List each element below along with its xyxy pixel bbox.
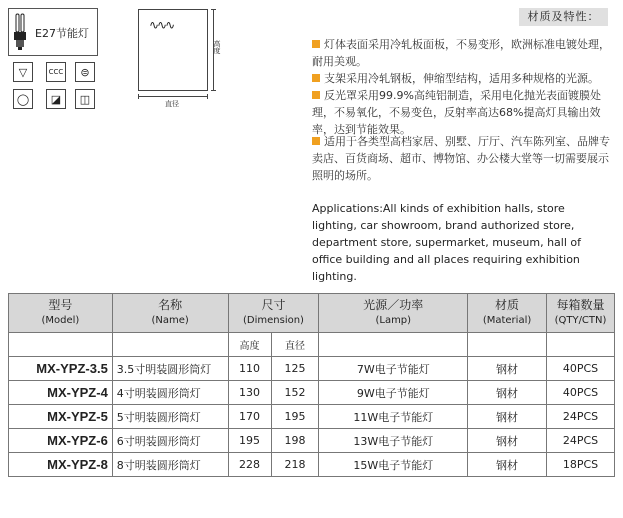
cell-material: 钢材 — [468, 357, 547, 381]
lamp-type-box — [8, 8, 98, 56]
table-header-row — [9, 294, 615, 333]
features-heading: 材质及特性： — [519, 8, 608, 26]
subheader-height: 高度 — [228, 333, 271, 357]
table-row — [9, 429, 615, 453]
product-spec-table — [8, 293, 615, 477]
cell-model: MX-YPZ-4 — [9, 381, 113, 405]
cell-lamp: 13W电子节能灯 — [319, 429, 468, 453]
cell-height: 110 — [228, 357, 271, 381]
header-lamp: 光源／功率 (Lamp) — [319, 294, 468, 333]
bullet-icon — [312, 74, 320, 82]
ccc-mark-icon: CCC — [46, 62, 66, 82]
ground-mark-icon: ⊜ — [75, 62, 95, 82]
cell-model: MX-YPZ-5 — [9, 405, 113, 429]
cell-height: 130 — [228, 381, 271, 405]
subheader-diameter: 直径 — [271, 333, 319, 357]
width-label: 直径 — [165, 100, 179, 108]
dimension-drawing — [138, 9, 208, 91]
cell-height: 170 — [228, 405, 271, 429]
dim-tick — [138, 94, 139, 99]
cell-name: 3.5寸明装圆形筒灯 — [112, 357, 228, 381]
cell-lamp: 9W电子节能灯 — [319, 381, 468, 405]
table-row — [9, 405, 615, 429]
cell-lamp: 15W电子节能灯 — [319, 453, 468, 477]
cell-name: 8寸明装圆形筒灯 — [112, 453, 228, 477]
bullet-icon — [312, 40, 320, 48]
cell-qty: 40PCS — [547, 357, 615, 381]
indoor-mark-icon: ◪ — [46, 89, 66, 109]
header-qty: 每箱数量 (QTY/CTN) — [547, 294, 615, 333]
cell-diameter: 195 — [271, 405, 319, 429]
cell-diameter: 125 — [271, 357, 319, 381]
header-dimension: 尺寸 (Dimension) — [228, 294, 319, 333]
cell-model: MX-YPZ-3.5 — [9, 357, 113, 381]
feature-item: 适用于各类型高档家居、别墅、厅厅、汽车陈列室、品牌专卖店、百货商场、超市、博物馆、办公楼大堂等一切需要展示照明的场所。 — [312, 135, 610, 182]
cell-material: 钢材 — [468, 405, 547, 429]
lamp-type-label: E27节能灯 — [35, 27, 89, 40]
cell-qty: 24PCS — [547, 405, 615, 429]
cell-diameter: 152 — [271, 381, 319, 405]
table-row — [9, 381, 615, 405]
feature-item: 灯体表面采用冷轧板面板，不易变形，欧洲标准电镀处理，耐用美观。 — [312, 38, 610, 68]
cell-material: 钢材 — [468, 381, 547, 405]
bullet-icon — [312, 91, 320, 99]
cell-diameter: 218 — [271, 453, 319, 477]
header-material: 材质 (Material) — [468, 294, 547, 333]
cell-height: 195 — [228, 429, 271, 453]
table-row — [9, 357, 615, 381]
cell-diameter: 198 — [271, 429, 319, 453]
cell-name: 6寸明装圆形筒灯 — [112, 429, 228, 453]
dim-tick — [211, 90, 216, 91]
cfl-bulb-icon — [13, 13, 27, 51]
wave-logo-icon: ∿∿∿ — [149, 18, 174, 32]
cell-lamp: 11W电子节能灯 — [319, 405, 468, 429]
header-name: 名称 (Name) — [112, 294, 228, 333]
feature-item: 支架采用冷轧钢板，伸缩型结构，适用多种规格的光源。 — [312, 70, 612, 87]
safety-mark-icon: ▽ — [13, 62, 33, 82]
round-mark-icon: ◯ — [13, 89, 33, 109]
table-subheader-row — [9, 333, 615, 357]
cell-material: 钢材 — [468, 429, 547, 453]
table-row — [9, 453, 615, 477]
cell-qty: 24PCS — [547, 429, 615, 453]
feature-item: 反光罩采用99.9%高纯铝制造，采用电化抛光表面镀膜处理，不易氧化，不易变色，反射率高达68%提高灯具输出效率，达到节能效果。 — [312, 89, 601, 136]
cell-height: 228 — [228, 453, 271, 477]
height-label: 高度 — [213, 40, 221, 54]
cell-model: MX-YPZ-6 — [9, 429, 113, 453]
cell-name: 5寸明装圆形筒灯 — [112, 405, 228, 429]
cell-qty: 40PCS — [547, 381, 615, 405]
width-dimension-line — [138, 96, 208, 97]
header-model: 型号 (Model) — [9, 294, 113, 333]
class-mark-icon: ◫ — [75, 89, 95, 109]
applications-text: Applications:All kinds of exhibition halls, store lighting, car showroom, brand authorized store, department store, supermarket, museum, hall of office building and all places requiring exhibition lighting. — [312, 202, 581, 283]
dim-tick — [211, 9, 216, 10]
cell-lamp: 7W电子节能灯 — [319, 357, 468, 381]
cell-name: 4寸明装圆形筒灯 — [112, 381, 228, 405]
cell-model: MX-YPZ-8 — [9, 453, 113, 477]
dim-tick — [207, 94, 208, 99]
cell-material: 钢材 — [468, 453, 547, 477]
bullet-icon — [312, 137, 320, 145]
cell-qty: 18PCS — [547, 453, 615, 477]
